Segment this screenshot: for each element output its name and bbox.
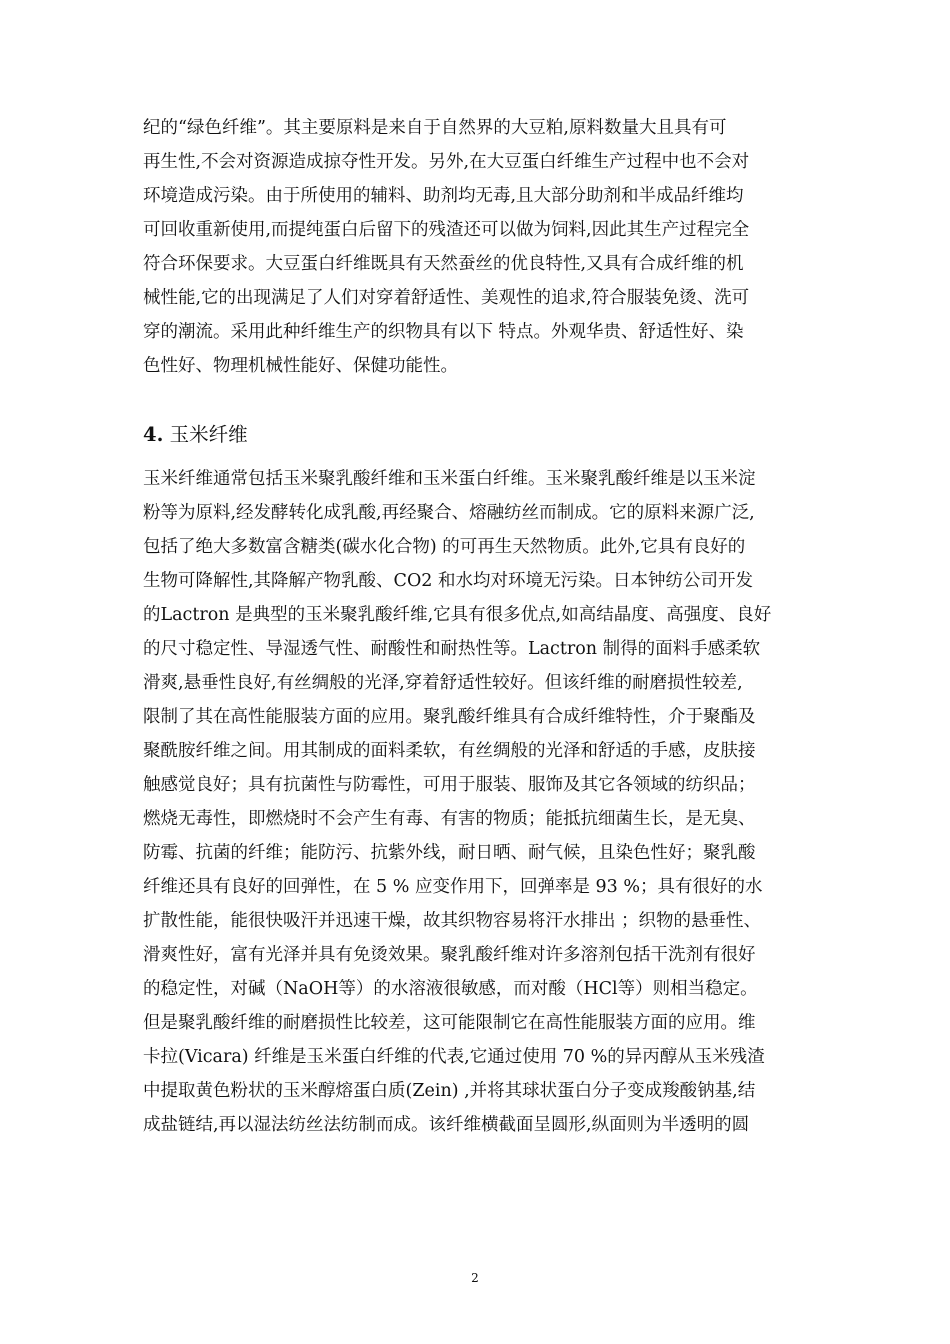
page-number: 2 [471, 1271, 479, 1285]
text-line: 卡拉(Vicara) 纤维是玉米蛋白纤维的代表,它通过使用 70 %的异丙醇从玉米残渣 [143, 1047, 765, 1067]
text-line: 成盐链结,再以湿法纺丝法纺制而成。该纤维横截面呈圆形,纵面则为半透明的圆 [143, 1115, 750, 1135]
section-title: 玉米纤维 [169, 423, 248, 446]
text-line: 滑爽,悬垂性良好,有丝绸般的光泽,穿着舒适性较好。但该纤维的耐磨损性较差, [143, 673, 743, 693]
text-line: 的Lactron 是典型的玉米聚乳酸纤维,它具有很多优点,如高结晶度、高强度、良好 [143, 605, 772, 625]
text-line: 穿的潮流。采用此种纤维生产的织物具有以下 特点。外观华贵、舒适性好、染 [143, 322, 744, 342]
text-line: 燃烧无毒性，即燃烧时不会产生有毒、有害的物质；能抵抗细菌生长，是无臭、 [143, 809, 756, 829]
text-line: 但是聚乳酸纤维的耐磨损性比较差，这可能限制它在高性能服装方面的应用。维 [143, 1013, 756, 1033]
text-line: 触感觉良好；具有抗菌性与防霉性，可用于服装、服饰及其它各领域的纺织品； [143, 775, 756, 795]
section-number: 4. [143, 423, 164, 446]
text-line: 色性好、物理机械性能好、保健功能性。 [143, 356, 458, 376]
text-line: 环境造成污染。由于所使用的辅料、助剂均无毒,且大部分助剂和半成品纤维均 [143, 186, 744, 206]
text-line: 中提取黄色粉状的玉米醇熔蛋白质(Zein) ,并将其球状蛋白分子变成羧酸钠基,结 [143, 1081, 756, 1101]
text-line: 纪的“绿色纤维”。其主要原料是来自于自然界的大豆粕,原料数量大且具有可 [143, 118, 727, 138]
body-paragraph [143, 462, 815, 1142]
text-line: 纤维还具有良好的回弹性，在 5 % 应变作用下，回弹率是 93 %；具有很好的水 [143, 877, 763, 897]
text-line: 包括了绝大多数富含糖类(碳水化合物) 的可再生天然物质。此外,它具有良好的 [143, 537, 746, 557]
text-line: 玉米纤维通常包括玉米聚乳酸纤维和玉米蛋白纤维。玉米聚乳酸纤维是以玉米淀 [143, 469, 756, 489]
text-line: 生物可降解性,其降解产物乳酸、CO2 和水均对环境无污染。日本钟纺公司开发 [143, 571, 753, 591]
text-line: 符合环保要求。大豆蛋白纤维既具有天然蚕丝的优良特性,又具有合成纤维的机 [143, 254, 744, 274]
text-line: 再生性,不会对资源造成掠夺性开发。另外,在大豆蛋白纤维生产过程中也不会对 [143, 152, 750, 172]
text-line: 限制了其在高性能服装方面的应用。聚乳酸纤维具有合成纤维特性，介于聚酯及 [143, 707, 756, 727]
text-line: 可回收重新使用,而提纯蛋白后留下的残渣还可以做为饲料,因此其生产过程完全 [143, 220, 750, 240]
text-line: 滑爽性好，富有光泽并具有免烫效果。聚乳酸纤维对许多溶剂包括干洗剂有很好 [143, 945, 756, 965]
text-line: 粉等为原料,经发酵转化成乳酸,再经聚合、熔融纺丝而制成。它的原料来源广泛, [143, 503, 755, 523]
text-line: 械性能,它的出现满足了人们对穿着舒适性、美观性的追求,符合服装免烫、洗可 [143, 288, 750, 308]
text-line: 扩散性能，能很快吸汗并迅速干燥，故其织物容易将汗水排出 ；织物的悬垂性、 [143, 911, 762, 931]
intro-paragraph [143, 111, 815, 383]
text-line: 防霉、抗菌的纤维；能防污、抗紫外线，耐日晒、耐气候，且染色性好；聚乳酸 [143, 843, 756, 863]
text-line: 的稳定性，对碱（NaOH等）的水溶液很敏感，而对酸（HCl等）则相当稳定。 [143, 979, 758, 999]
text-line: 的尺寸稳定性、导湿透气性、耐酸性和耐热性等。Lactron 制得的面料手感柔软 [143, 639, 761, 659]
section-heading [143, 418, 248, 452]
text-line: 聚酰胺纤维之间。用其制成的面料柔软，有丝绸般的光泽和舒适的手感，皮肤接 [143, 741, 756, 761]
